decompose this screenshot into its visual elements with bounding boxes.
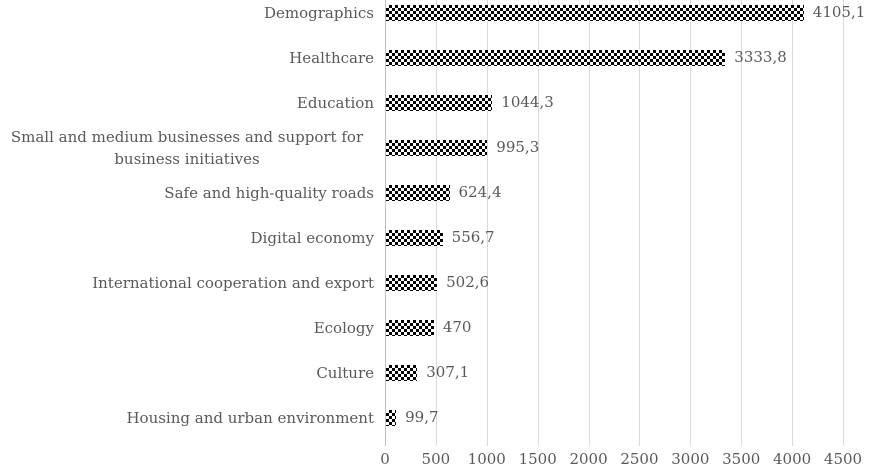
x-tick-label: 3500: [722, 450, 761, 468]
value-label: 1044,3: [501, 93, 554, 111]
value-label: 3333,8: [734, 48, 787, 66]
gridline: [639, 0, 640, 446]
category-label: [0, 125, 374, 170]
category-label-text: International cooperation and export: [92, 273, 374, 292]
bar: [386, 275, 437, 291]
gridline: [487, 0, 488, 446]
x-tick-label: 0: [380, 450, 390, 468]
x-tick-label: 2500: [620, 450, 659, 468]
value-label: 502,6: [446, 273, 490, 291]
x-tick-label: 4000: [773, 450, 812, 468]
category-label: [0, 170, 374, 215]
gridline: [538, 0, 539, 446]
category-label: [0, 0, 374, 35]
gridline: [843, 0, 844, 446]
value-label: 307,1: [426, 363, 470, 381]
bar: [386, 410, 396, 426]
bar: [386, 50, 725, 66]
category-label-text: Small and medium businesses and support for business initiatives: [10, 127, 364, 168]
x-tick-label: 4500: [823, 450, 863, 468]
bar: [386, 140, 487, 156]
x-tick-label: 3000: [671, 450, 710, 468]
x-tick-label: 500: [421, 450, 451, 468]
category-label-text: Culture: [316, 363, 374, 382]
bar: [386, 320, 434, 336]
bar: [386, 230, 443, 246]
category-label-text: Housing and urban environment: [126, 408, 374, 427]
x-tick-label: 1500: [518, 450, 557, 468]
x-tick-label: 2000: [569, 450, 608, 468]
bar: [386, 5, 804, 21]
category-label-text: Safe and high-quality roads: [164, 183, 374, 202]
bar: [386, 185, 450, 201]
value-label: 556,7: [451, 228, 495, 246]
value-label: 470: [442, 318, 472, 336]
category-label-text: Demographics: [263, 3, 374, 22]
bar: [386, 95, 492, 111]
category-label-text: Ecology: [313, 318, 374, 337]
category-label: [0, 305, 374, 350]
x-tick-label: 1000: [467, 450, 506, 468]
value-label: 995,3: [496, 138, 540, 156]
category-label: [0, 80, 374, 125]
category-label: [0, 395, 374, 440]
value-label: 99,7: [405, 408, 439, 426]
bar: [386, 365, 417, 381]
gridline: [589, 0, 590, 446]
category-label-text: Education: [296, 93, 374, 112]
category-label: [0, 260, 374, 305]
value-label: 624,4: [458, 183, 502, 201]
value-label: 4105,1: [812, 3, 866, 21]
gridline: [690, 0, 691, 446]
category-label-text: Digital economy: [250, 228, 374, 247]
category-label: [0, 35, 374, 80]
category-label-text: Healthcare: [289, 48, 374, 67]
gridline: [792, 0, 793, 446]
category-label: [0, 215, 374, 260]
category-label: [0, 350, 374, 395]
